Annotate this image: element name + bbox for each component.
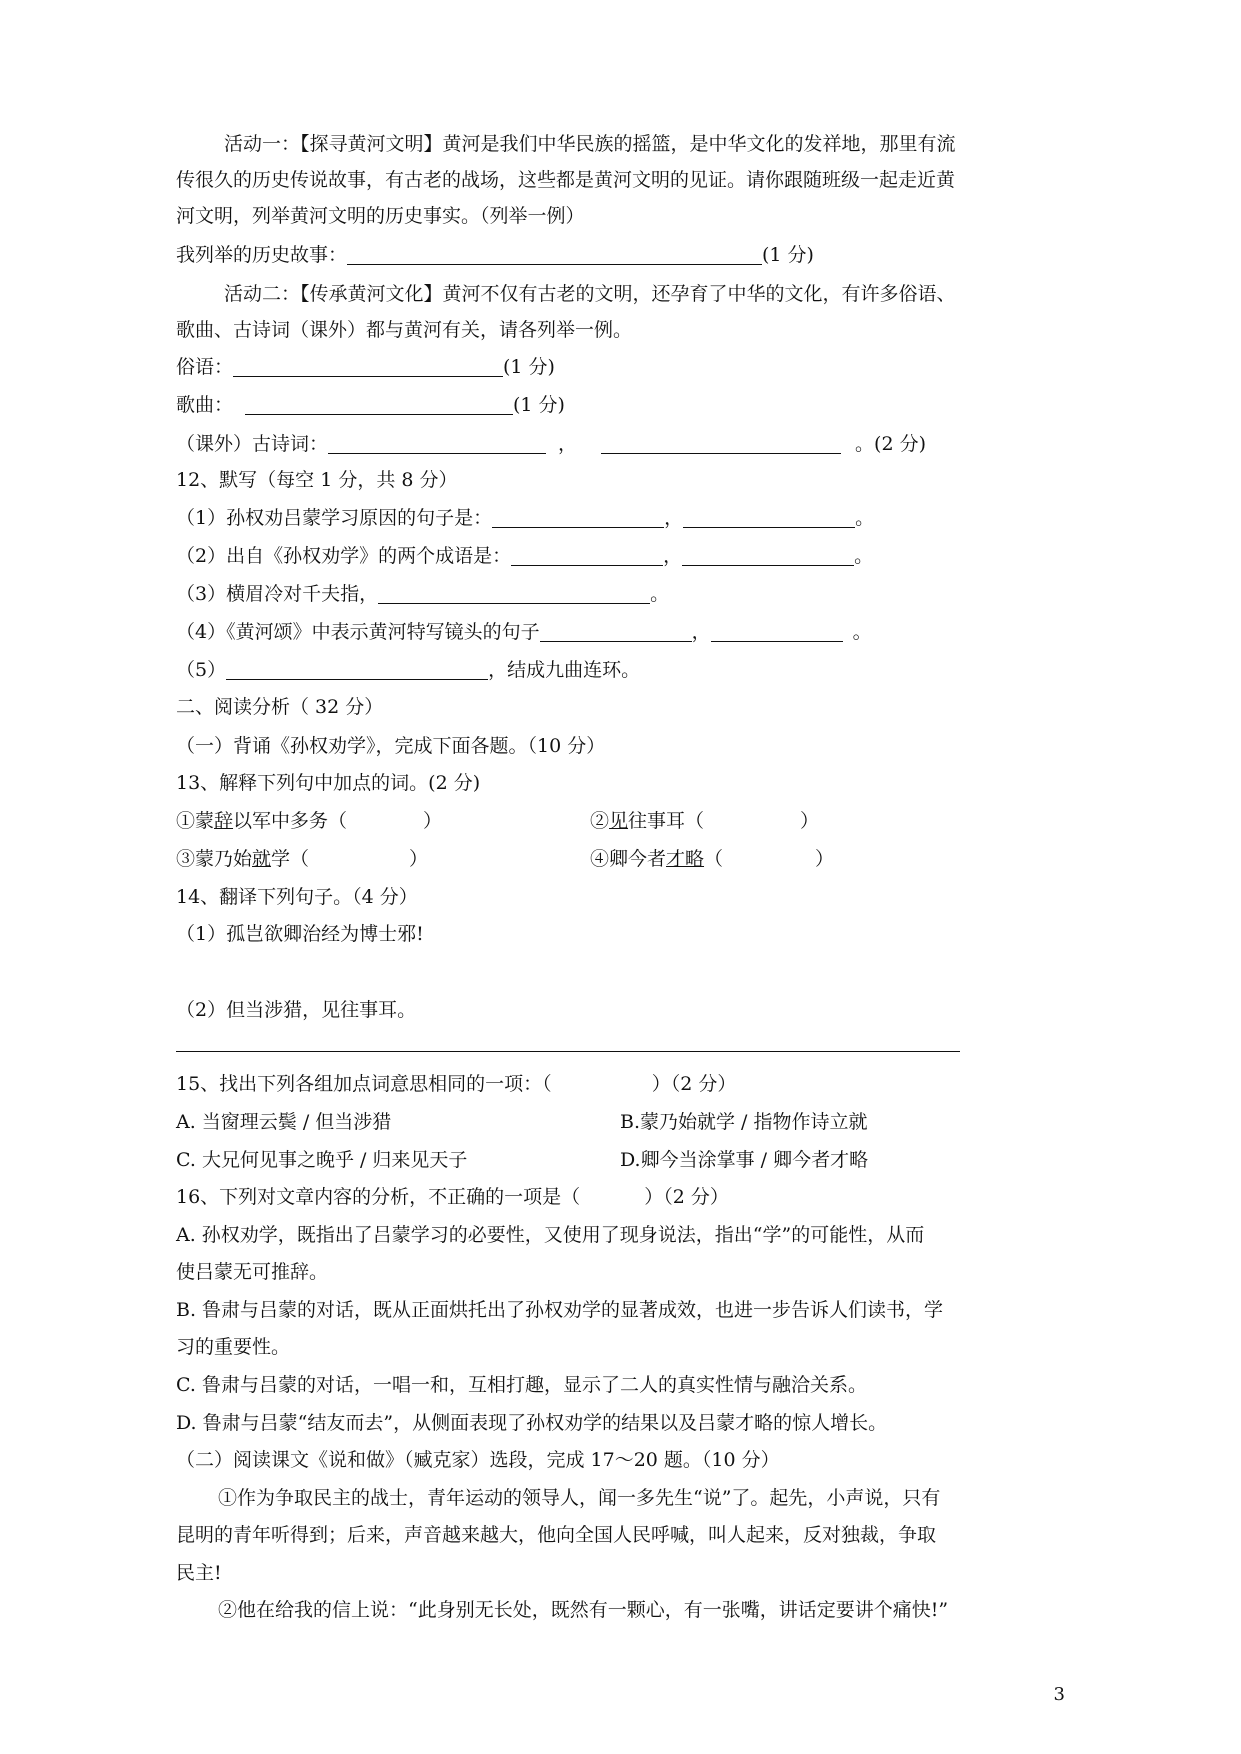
- history-story-row: [176, 242, 814, 268]
- activity2-line2: 歌曲、古诗词（课外）都与黄河有关，请各列举一例。: [176, 319, 633, 341]
- history-story-blank[interactable]: [347, 244, 762, 265]
- q13-d-close: ）: [815, 848, 835, 870]
- q12-item4-blank-1[interactable]: [540, 621, 692, 642]
- q15-title-end: ）（2 分）: [651, 1073, 737, 1095]
- q16-title-end: ）（2 分）: [644, 1186, 729, 1208]
- poem-blank-1[interactable]: [328, 433, 546, 454]
- q15-option-d: D.卿今当涂掌事 / 卿今者才略: [620, 1149, 869, 1171]
- song-score: (1 分): [513, 394, 565, 416]
- q12-item5-blank[interactable]: [226, 659, 488, 680]
- passage-p1-line3: 民主!: [176, 1562, 222, 1584]
- period: 。: [854, 545, 874, 567]
- passage-p1-line2: 昆明的青年听得到；后来，声音越来越大，他向全国人民呼喊，叫人起来，反对独裁，争取: [176, 1524, 937, 1546]
- q13-c: [176, 846, 428, 872]
- q12-item4: [176, 619, 872, 645]
- q16-option-a-line2: 使吕蒙无可推辞。: [176, 1261, 329, 1283]
- q13-c-word: 就: [252, 848, 272, 870]
- comma: ，: [691, 621, 711, 643]
- q15-option-a: A. 当窗理云鬓 / 但当涉猎: [176, 1111, 392, 1133]
- q12-item5: [176, 657, 640, 683]
- q12-item1-blank-1[interactable]: [492, 507, 664, 528]
- activity1-line3: 河文明，列举黄河文明的历史事实。（列举一例）: [176, 205, 585, 227]
- q16-option-b-line1: B. 鲁肃与吕蒙的对话，既从正面烘托出了孙权劝学的显著成效，也进一步告诉人们读书，学: [176, 1299, 944, 1321]
- q13-d-post: （: [704, 848, 724, 870]
- proverb-blank[interactable]: [233, 356, 503, 377]
- comma: ，: [664, 507, 684, 529]
- q15-option-b: B.蒙乃始就学 / 指物作诗立就: [620, 1111, 868, 1133]
- q12-item2-blank-2[interactable]: [682, 545, 854, 566]
- q12-item1: [176, 505, 874, 531]
- song-row: [176, 392, 565, 418]
- q13-a: [176, 808, 442, 834]
- q13-d: [590, 846, 834, 872]
- q13-c-post: 学（: [271, 848, 310, 870]
- q12-item5-text: （5）: [176, 659, 227, 681]
- poem-label: （课外）古诗词：: [176, 433, 329, 455]
- q13-a-post: 以军中多务（: [233, 810, 348, 832]
- q13-c-close: ）: [409, 848, 429, 870]
- q15-title-row: [176, 1071, 736, 1097]
- q13-d-pre: ④卿今者: [590, 848, 667, 870]
- poem-end: 。(2 分): [855, 433, 926, 455]
- activity1-line2: 传很久的历史传说故事，有古老的战场，这些都是黄河文明的见证。请你跟随班级一起走近黄: [176, 169, 956, 191]
- part2-title: （二）阅读课文《说和做》（臧克家）选段，完成 17～20 题。（10 分）: [176, 1449, 780, 1471]
- passage-p1-line1: ①作为争取民主的战士，青年运动的领导人，闻一多先生“说”了。起先，小声说，只有: [218, 1487, 941, 1509]
- song-label: 歌曲：: [176, 394, 234, 416]
- activity2-line1: 活动二：【传承黄河文化】黄河不仅有古老的文明，还孕育了中华的文化，有许多俗语、: [224, 283, 956, 305]
- section2-title: 二、阅读分析（ 32 分）: [176, 696, 384, 718]
- q13-b-post: 往事耳（: [628, 810, 705, 832]
- q12-item4-blank-2[interactable]: [711, 621, 843, 642]
- q13-b-pre: ②: [590, 810, 610, 832]
- q14-sentence2: （2）但当涉猎，见往事耳。: [176, 999, 417, 1021]
- q13-a-close: ）: [423, 810, 443, 832]
- q16-title-row: [176, 1184, 729, 1210]
- q12-item4-text: （4）《黄河颂》中表示黄河特写镜头的句子: [176, 621, 540, 643]
- q12-item2-blank-1[interactable]: [511, 545, 663, 566]
- period: 。: [852, 621, 872, 643]
- q16-option-d: D. 鲁肃与吕蒙“结友而去”，从侧面表现了孙权劝学的结果以及吕蒙才略的惊人增长。: [176, 1412, 888, 1434]
- history-story-score: (1 分): [762, 244, 814, 266]
- q15-option-c: C. 大兄何见事之晚乎 / 归来见天子: [176, 1149, 468, 1171]
- q14-sentence1: （1）孤岂欲卿治经为博士邪!: [176, 923, 424, 945]
- q14-answer-line[interactable]: [176, 1051, 960, 1052]
- q13-d-word: 才略: [666, 848, 705, 870]
- q13-b-close: ）: [800, 810, 820, 832]
- comma: ，: [663, 545, 683, 567]
- proverb-score: (1 分): [503, 356, 555, 378]
- q16-option-b-line2: 习的重要性。: [176, 1336, 291, 1358]
- activity1-line1: 活动一：【探寻黄河文明】黄河是我们中华民族的摇篮，是中华文化的发祥地，那里有流: [224, 133, 956, 155]
- q13-a-pre: ①蒙: [176, 810, 215, 832]
- q13-a-word: 辞: [214, 810, 234, 832]
- q12-title: 12、默写（每空 1 分，共 8 分）: [176, 469, 458, 491]
- q12-item3: [176, 581, 669, 607]
- poem-blank-2[interactable]: [601, 433, 841, 454]
- period: 。: [855, 507, 875, 529]
- q13-c-pre: ③蒙乃始: [176, 848, 253, 870]
- song-blank[interactable]: [245, 394, 513, 415]
- q12-item3-blank[interactable]: [378, 583, 650, 604]
- q15-title: 15、找出下列各组加点词意思相同的一项：（: [176, 1073, 552, 1095]
- poem-row: [176, 431, 926, 457]
- page-number: 3: [1053, 1684, 1065, 1705]
- q14-title: 14、翻译下列句子。（4 分）: [176, 886, 418, 908]
- q13-title: 13、解释下列句中加点的词。(2 分): [176, 772, 481, 794]
- q12-item5-end: ，结成九曲连环。: [488, 659, 641, 681]
- proverb-row: [176, 354, 555, 380]
- q16-title: 16、下列对文章内容的分析，不正确的一项是（: [176, 1186, 581, 1208]
- proverb-label: 俗语：: [176, 356, 234, 378]
- q13-b: [590, 808, 819, 834]
- q12-item1-blank-2[interactable]: [683, 507, 855, 528]
- q12-item1-text: （1）孙权劝吕蒙学习原因的句子是：: [176, 507, 493, 529]
- section2-part1: （一）背诵《孙权劝学》，完成下面各题。（10 分）: [176, 735, 606, 757]
- q16-option-a-line1: A. 孙权劝学，既指出了吕蒙学习的必要性，又使用了现身说法，指出“学”的可能性，从而: [176, 1224, 925, 1246]
- q16-option-c: C. 鲁肃与吕蒙的对话，一唱一和，互相打趣，显示了二人的真实性情与融洽关系。: [176, 1374, 867, 1396]
- q13-b-word: 见: [609, 810, 629, 832]
- period: 。: [650, 583, 670, 605]
- poem-comma: ，: [558, 433, 578, 455]
- q12-item3-text: （3）横眉冷对千夫指，: [176, 583, 379, 605]
- passage-p2-line1: ②他在给我的信上说：“此身别无长处，既然有一颗心，有一张嘴，讲话定要讲个痛快!”: [218, 1599, 949, 1621]
- history-story-label: 我列举的历史故事：: [176, 244, 348, 266]
- q12-item2: [176, 543, 873, 569]
- q12-item2-text: （2）出自《孙权劝学》的两个成语是：: [176, 545, 512, 567]
